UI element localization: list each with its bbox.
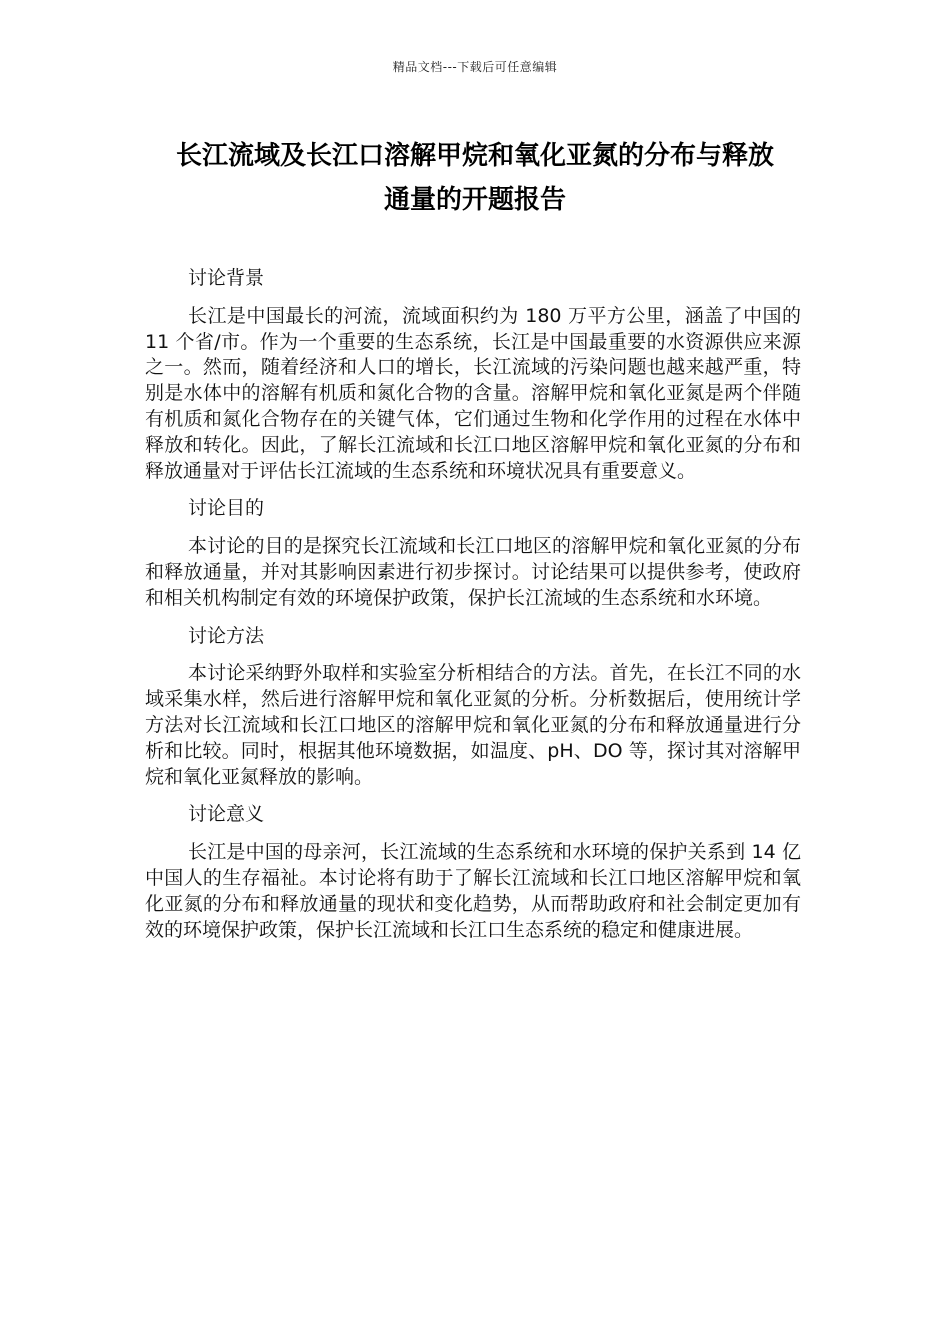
page-header: 精品文档---下载后可任意编辑 [392,60,558,74]
section-paragraph: 长江是中国的母亲河，长江流域的生态系统和水环境的保护关系到 14 亿中国人的生存福祉。本讨论将有助于了解长江流域和长江口地区溶解甲烷和氧化亚氮的分布和释放通量的现状和变化趋势，从而帮助政府和社会制定更加有效的环境保护政策，保护长江流域和长江口生态系统的稳定和健康进展。 [145,841,801,941]
section-background [145,266,801,484]
section-paragraph: 本讨论的目的是探究长江流域和长江口地区的溶解甲烷和氧化亚氮的分布和释放通量，并对其影响因素进行初步探讨。讨论结果可以提供参考，使政府和相关机构制定有效的环境保护政策，保护长江流域的生态系统和水环境。 [145,535,801,609]
section-heading: 讨论方法 [188,624,265,647]
section-method [145,624,801,791]
section-heading: 讨论意义 [188,803,265,826]
document-body [145,266,801,955]
title-line-1: 长江流域及长江口溶解甲烷和氧化亚氮的分布与释放 [175,141,774,171]
section-heading: 讨论背景 [188,267,265,289]
section-heading: 讨论目的 [188,497,265,520]
section-purpose [145,496,801,611]
title-line-2: 通量的开题报告 [383,185,566,215]
section-paragraph: 长江是中国最长的河流，流域面积约为 180 万平方公里，涵盖了中国的 11 个省/市。作为一个重要的生态系统，长江是中国最重要的水资源供应来源之一。然而，随着经济和人口的增长，长江流域的污染问题也越来越严重，特别是水体中的溶解有机质和氮化合物的含量。溶解甲烷和氧化亚氮是两个伴随有机质和氮化合物存在的关键气体，它们通过生物和化学作用的过程在水体中释放和转化。因此，了解长江流域和长江口地区溶解甲烷和氧化亚氮的分布和释放通量对于评估长江流域的生态系统和环境状况具有重要意义。 [145,304,801,482]
section-significance [145,802,801,943]
document-title [130,134,820,222]
section-paragraph: 本讨论采纳野外取样和实验室分析相结合的方法。首先，在长江不同的水域采集水样，然后进行溶解甲烷和氧化亚氮的分析。分析数据后，使用统计学方法对长江流域和长江口地区的溶解甲烷和氧化亚氮的分布和释放通量进行分析和比较。同时，根据其他环境数据，如温度、pH、DO 等，探讨其对溶解甲烷和氧化亚氮释放的影响。 [145,662,801,788]
